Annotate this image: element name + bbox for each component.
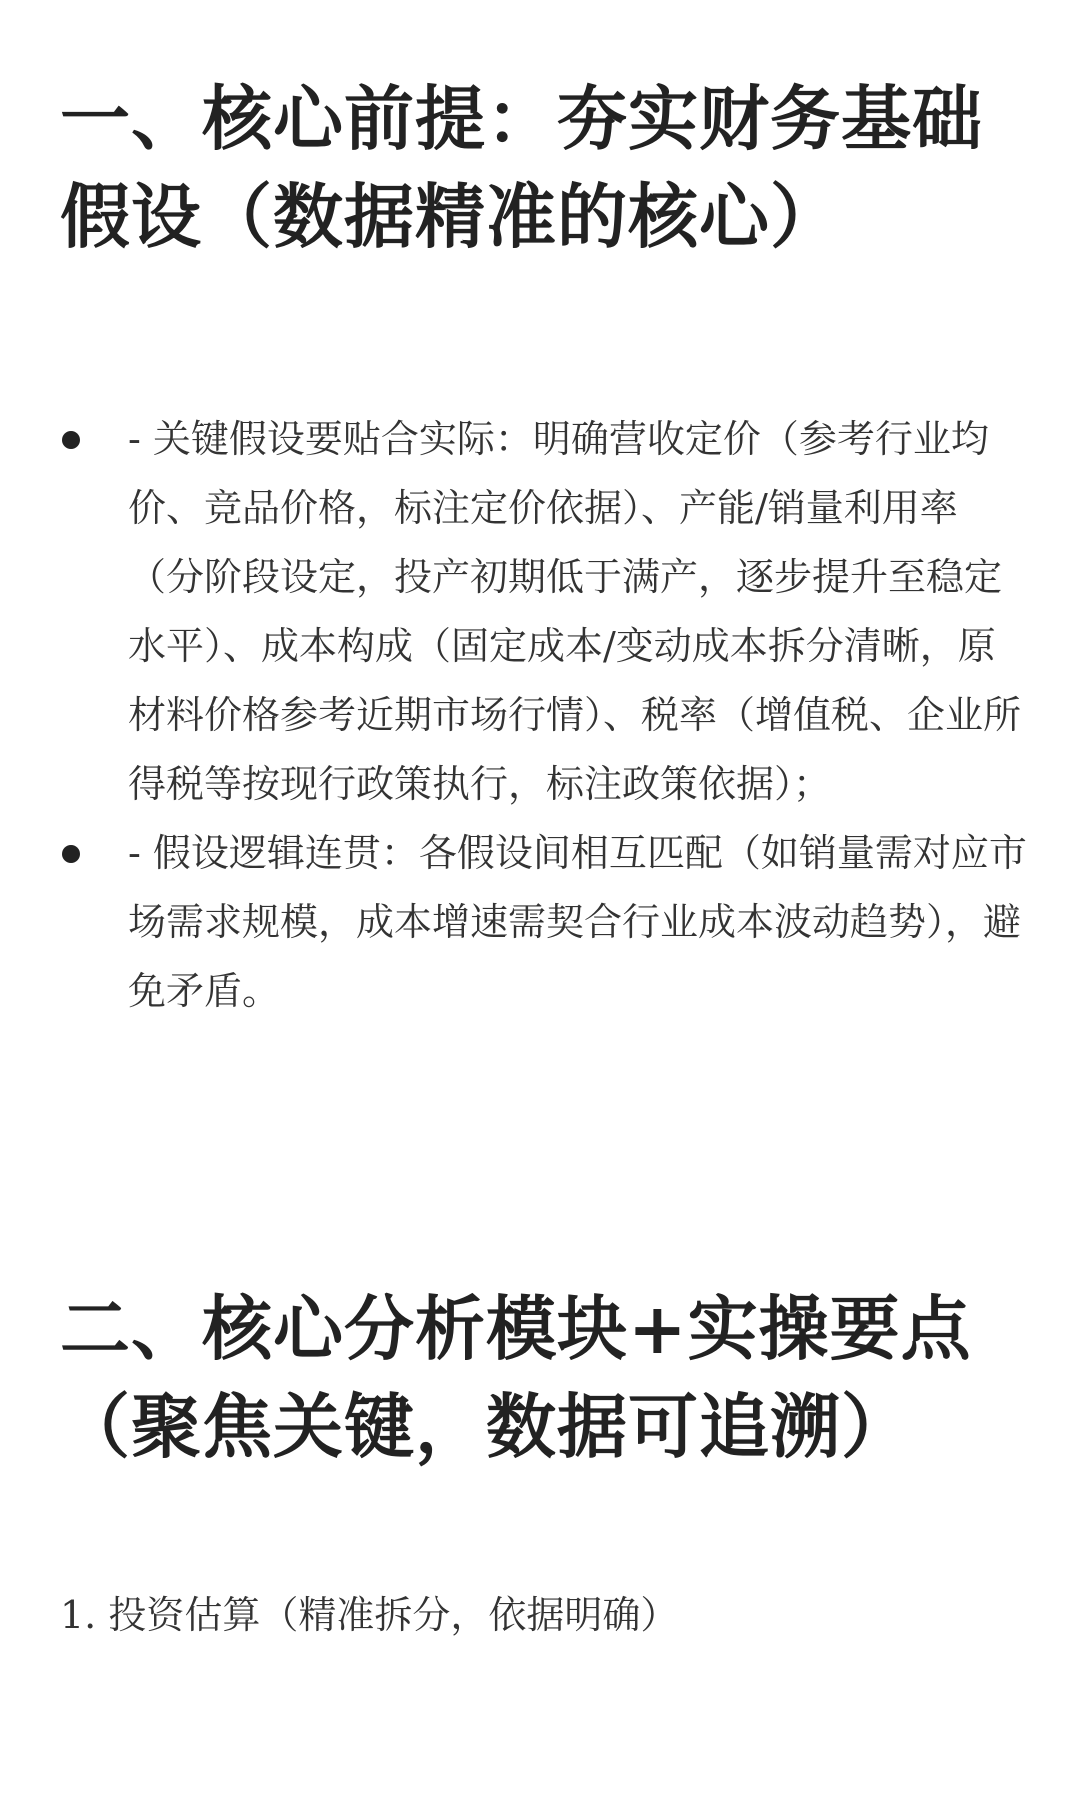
bullet-text: - 关键假设要贴合实际：明确营收定价（参考行业均价、竞品价格，标注定价依据）、产能/销量利用率（分阶段设定，投产初期低于满产，逐步提升至稳定水平）、成本构成（固定成本/变动成本拆分清晰，原材料价格参考近期市场行情）、税率（增值税、企业所得税等按现行政策执行，标注政策依据）； <box>128 417 1022 806</box>
assumption-bullet-list <box>60 405 1030 1026</box>
bullet-dot-icon <box>62 845 80 863</box>
investment-estimate-item: 1. 投资估算（精准拆分，依据明确） <box>60 1593 679 1637</box>
bullet-dot-icon <box>62 431 80 449</box>
section-1-heading: 一、核心前提：夯实财务基础假设（数据精准的核心） <box>60 77 983 258</box>
bullet-item-key-assumptions <box>60 405 1030 819</box>
bullet-text: - 假设逻辑连贯：各假设间相互匹配（如销量需对应市场需求规模，成本增速需契合行业成本波动趋势），避免矛盾。 <box>128 831 1027 1013</box>
bullet-item-logic-coherence <box>60 819 1030 1026</box>
section-2-heading: 二、核心分析模块+实操要点（聚焦关键，数据可追溯） <box>60 1287 972 1468</box>
